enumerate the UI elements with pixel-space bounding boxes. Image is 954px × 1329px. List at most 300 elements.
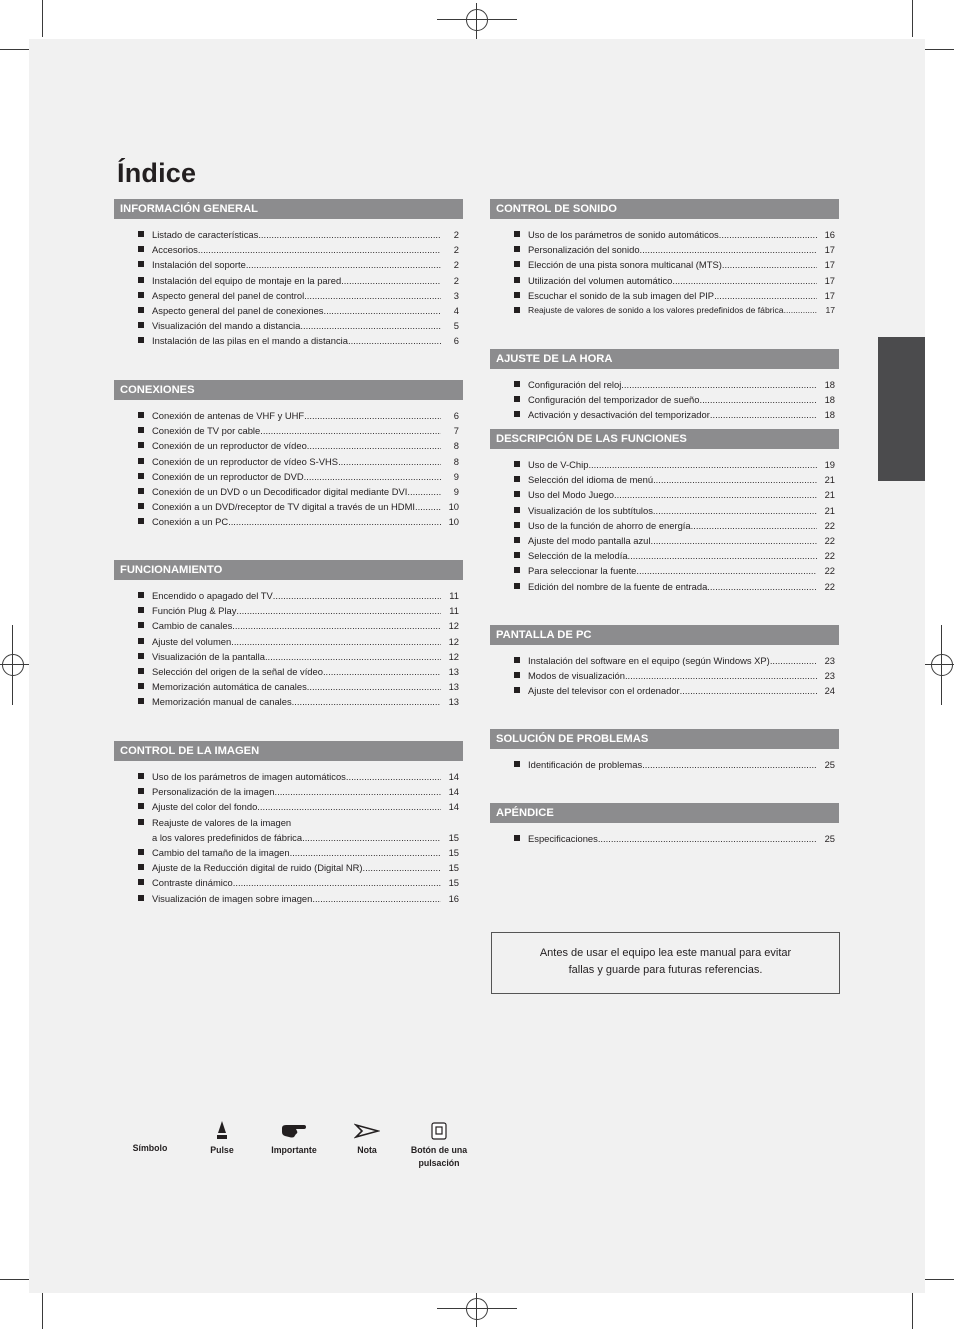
toc-entry[interactable] (490, 244, 839, 259)
toc-entry[interactable] (114, 696, 463, 711)
toc-entry-text (528, 535, 817, 546)
toc-page-number: 16 (448, 892, 459, 904)
toc-entry[interactable] (490, 275, 839, 290)
toc-list (114, 229, 463, 351)
toc-entry-text (528, 229, 817, 240)
toc-page-number: 6 (453, 410, 459, 421)
dot-leader (784, 305, 817, 316)
section-heading: CONEXIONES (114, 380, 463, 400)
square-bullet-icon (514, 552, 520, 558)
section-ajuste-hora (490, 349, 839, 425)
toc-entry[interactable] (114, 516, 463, 531)
toc-entry-text (528, 670, 817, 681)
toc-entry[interactable] (490, 229, 839, 244)
toc-entry[interactable] (490, 489, 839, 504)
square-bullet-icon (138, 231, 144, 237)
toc-page-number: 2 (453, 229, 459, 240)
square-bullet-icon (138, 488, 144, 494)
toc-entry-text (528, 275, 817, 286)
toc-page-number: 13 (448, 681, 459, 693)
square-bullet-icon (138, 895, 144, 901)
section-heading: CONTROL DE SONIDO (490, 199, 839, 219)
toc-entry[interactable] (490, 459, 839, 474)
crop-mark (0, 1279, 30, 1280)
toc-list (114, 410, 463, 532)
dot-leader (257, 801, 441, 812)
toc-entry-text (152, 801, 441, 812)
toc-entry-text (152, 259, 441, 270)
toc-entry-text (152, 620, 441, 631)
toc-entry[interactable] (114, 847, 463, 862)
toc-page-number: 17 (824, 289, 835, 301)
square-bullet-icon (138, 261, 144, 267)
dot-leader (628, 550, 817, 561)
crop-mark (925, 1279, 954, 1280)
legend-simbolo (114, 1118, 186, 1155)
toc-entry[interactable] (114, 620, 463, 635)
toc-page-number: 23 (824, 670, 835, 682)
toc-page-number: 13 (448, 665, 459, 677)
square-bullet-icon (138, 849, 144, 855)
toc-page-number: 8 (453, 440, 459, 452)
dot-leader (290, 847, 441, 858)
toc-entry[interactable] (114, 275, 463, 290)
toc-page-number: 23 (824, 655, 835, 666)
toc-page-number: 18 (824, 409, 835, 421)
dot-leader (265, 651, 441, 662)
toc-entry-label: Ajuste del volumen (152, 635, 232, 647)
toc-entry[interactable] (114, 305, 463, 320)
dot-leader (304, 471, 441, 482)
toc-entry-label: Elección de una pista sonora multicanal (MTS) (528, 259, 722, 271)
toc-entry-label: Función Plug & Play (152, 605, 237, 617)
crop-mark (912, 1293, 913, 1329)
toc-page-number: 22 (824, 550, 835, 562)
toc-entry[interactable] (490, 581, 839, 596)
dot-leader (236, 605, 441, 616)
dot-leader (642, 759, 817, 770)
dot-leader (625, 670, 817, 681)
toc-entry-text (152, 666, 441, 677)
toc-entry[interactable] (490, 685, 839, 700)
registration-mark (931, 654, 953, 676)
toc-entry[interactable] (490, 505, 839, 520)
toc-page-number: 18 (824, 394, 835, 406)
toc-entry[interactable] (114, 456, 463, 471)
crop-mark (925, 49, 954, 50)
square-bullet-icon (138, 788, 144, 794)
legend-label: Símbolo (132, 1143, 168, 1153)
dot-leader (598, 833, 817, 844)
toc-page-number: 10 (448, 516, 459, 528)
toc-entry-label: Personalización de la imagen (152, 786, 275, 798)
dot-leader (307, 440, 441, 451)
section-control-sonido (490, 199, 839, 320)
toc-entry[interactable] (490, 520, 839, 535)
toc-page-number: 12 (448, 650, 459, 662)
dot-leader (640, 244, 817, 255)
toc-page-number: 25 (824, 833, 835, 844)
legend-boton-una-pulsacion (403, 1118, 475, 1169)
toc-entry[interactable] (114, 440, 463, 455)
toc-entry-label: Visualización de la pantalla (152, 650, 265, 662)
toc-page-number: 11 (449, 590, 459, 601)
square-bullet-icon (138, 292, 144, 298)
toc-entry[interactable] (114, 320, 463, 335)
toc-entry-label: Selección del origen de la señal de vídeo (152, 665, 323, 677)
toc-entry-text (528, 550, 817, 561)
toc-entry-text (152, 786, 441, 797)
toc-entry-text (528, 459, 817, 470)
toc-entry[interactable] (114, 244, 463, 259)
dot-leader (650, 535, 817, 546)
toc-page-number: 22 (824, 580, 835, 592)
square-bullet-icon (514, 231, 520, 237)
square-bullet-icon (138, 246, 144, 252)
toc-entry[interactable] (490, 474, 839, 489)
toc-page-number: 21 (824, 474, 835, 486)
toc-entry-label: Visualización de imagen sobre imagen (152, 892, 313, 904)
toc-entry-label: Activación y desactivación del temporizador (528, 409, 710, 421)
toc-entry[interactable] (114, 290, 463, 305)
toc-page-number: 15 (448, 846, 459, 858)
toc-entry-text (528, 505, 817, 516)
dot-leader (363, 862, 441, 873)
square-bullet-icon (138, 638, 144, 644)
dot-leader (722, 259, 817, 270)
toc-entry-label: Especificaciones (528, 833, 598, 844)
toc-entry-text (528, 394, 817, 405)
toc-page-number: 12 (448, 635, 459, 647)
square-bullet-icon (514, 261, 520, 267)
dot-leader (338, 456, 441, 467)
toc-entry-label: Contraste dinámico (152, 877, 233, 889)
toc-entry-text (528, 520, 817, 531)
toc-entry-text (152, 516, 441, 527)
toc-entry[interactable] (114, 801, 463, 816)
toc-entry-label: Uso de los parámetros de sonido automáticos (528, 229, 719, 240)
toc-page-number: 17 (824, 259, 835, 271)
toc-entry[interactable] (114, 259, 463, 274)
toc-entry[interactable] (114, 893, 463, 908)
toc-entry-text (152, 229, 441, 240)
toc-entry[interactable] (114, 425, 463, 440)
registration-mark (466, 9, 488, 31)
square-bullet-icon (514, 411, 520, 417)
toc-entry-text (152, 471, 441, 482)
toc-entry-label: Para seleccionar la fuente (528, 565, 637, 577)
toc-entry[interactable] (490, 409, 839, 424)
toc-entry-text (152, 651, 441, 662)
dot-leader (346, 771, 441, 782)
toc-entry[interactable] (490, 759, 839, 774)
toc-entry[interactable] (114, 681, 463, 696)
square-bullet-icon (514, 246, 520, 252)
dot-leader (614, 489, 817, 500)
crop-mark (42, 1293, 43, 1329)
toc-entry-text (528, 290, 817, 301)
toc-entry[interactable] (490, 550, 839, 565)
toc-entry[interactable] (490, 394, 839, 409)
toc-entry[interactable] (490, 833, 839, 848)
toc-entry-text (152, 877, 441, 888)
toc-entry[interactable] (114, 605, 463, 620)
notice-box (491, 932, 840, 994)
square-bullet-icon (514, 537, 520, 543)
toc-entry-label: Memorización automática de canales (152, 681, 307, 693)
dot-leader (588, 459, 817, 470)
toc-entry-label: Personalización del sonido (528, 244, 640, 256)
square-bullet-icon (138, 607, 144, 613)
dot-leader (292, 696, 441, 707)
toc-entry-text (528, 259, 817, 270)
toc-page-number: 15 (448, 862, 459, 874)
toc-entry-label: Uso de V-Chip (528, 459, 589, 470)
toc-entry-text (152, 681, 441, 692)
toc-list (114, 771, 463, 908)
toc-entry[interactable] (490, 305, 839, 320)
toc-entry-text (528, 244, 817, 255)
square-bullet-icon (514, 307, 520, 313)
toc-entry[interactable] (114, 590, 463, 605)
toc-entry[interactable] (490, 259, 839, 274)
toc-page-number: 5 (453, 320, 459, 332)
toc-entry-text (528, 409, 817, 420)
square-bullet-icon (138, 427, 144, 433)
toc-entry-text (152, 696, 441, 707)
toc-entry-label: Uso de la función de ahorro de energía (528, 519, 691, 531)
toc-entry[interactable] (114, 335, 463, 350)
toc-page-number: 14 (448, 771, 459, 782)
toc-list (490, 655, 839, 701)
toc-entry[interactable] (114, 666, 463, 681)
dot-leader (680, 685, 817, 696)
notice-line: Antes de usar el equipo lea este manual para evitar (539, 947, 792, 959)
toc-entry-label: Listado de características (152, 229, 259, 240)
legend-label: pulsación (418, 1157, 460, 1168)
dot-leader (714, 290, 817, 301)
square-bullet-icon (514, 461, 520, 467)
toc-entry[interactable] (490, 655, 839, 670)
square-bullet-icon (138, 442, 144, 448)
toc-entry[interactable] (114, 651, 463, 666)
toc-entry[interactable] (114, 832, 463, 847)
page-title: Índice (117, 158, 197, 188)
dot-leader (341, 275, 441, 286)
side-tab (878, 337, 925, 481)
section-heading: PANTALLA DE PC (490, 625, 839, 645)
toc-page-number: 21 (824, 489, 835, 501)
square-bullet-icon (138, 864, 144, 870)
dot-leader (699, 394, 817, 405)
toc-entry[interactable] (114, 636, 463, 651)
square-bullet-icon (138, 322, 144, 328)
dot-leader (691, 520, 817, 531)
section-heading: CONTROL DE LA IMAGEN (114, 741, 463, 761)
toc-entry-text (152, 320, 441, 331)
toc-page-number: 21 (824, 504, 835, 516)
toc-page-number: 4 (453, 304, 459, 316)
toc-entry-label: Conexión de un DVD o un Decodificador digital mediante DVI (152, 485, 408, 497)
toc-entry[interactable] (114, 229, 463, 244)
toc-entry-label: Conexión de antenas de VHF y UHF (152, 410, 305, 421)
section-informacion-general (114, 199, 463, 351)
toc-page-number: 13 (448, 696, 459, 708)
toc-entry-label: Instalación de las pilas en el mando a distancia (152, 335, 348, 347)
square-bullet-icon (138, 668, 144, 674)
toc-entry[interactable] (490, 290, 839, 305)
toc-entry-text (528, 655, 817, 666)
toc-entry-text (152, 605, 441, 616)
toc-entry-text (528, 305, 817, 316)
toc-entry-text (152, 817, 441, 828)
toc-entry-label: Memorización manual de canales (152, 696, 292, 708)
crop-mark (0, 49, 30, 50)
dot-leader (636, 565, 817, 576)
section-conexiones (114, 380, 463, 532)
square-bullet-icon (138, 518, 144, 524)
section-control-imagen (114, 741, 463, 908)
toc-list (490, 759, 839, 774)
square-bullet-icon (138, 622, 144, 628)
note-arrow-icon (331, 1118, 403, 1144)
dot-leader (621, 379, 817, 390)
symbol-legend (114, 1118, 494, 1178)
toc-entry-text (528, 379, 817, 390)
toc-entry-label: Escuchar el sonido de la sub imagen del PIP (528, 289, 715, 301)
toc-entry[interactable] (490, 535, 839, 550)
toc-entry-label: Conexión de TV por cable (152, 425, 261, 437)
toc-entry[interactable] (114, 877, 463, 892)
toc-entry-text (528, 474, 817, 485)
toc-list (114, 590, 463, 712)
toc-entry-text (152, 410, 441, 421)
toc-entry-text (152, 832, 441, 843)
section-descripcion-funciones (490, 429, 839, 596)
toc-entry-text (528, 581, 817, 592)
square-bullet-icon (514, 292, 520, 298)
toc-entry[interactable] (114, 410, 463, 425)
square-bullet-icon (514, 491, 520, 497)
toc-entry[interactable] (490, 379, 839, 394)
square-bullet-icon (514, 687, 520, 693)
square-bullet-icon (138, 307, 144, 313)
toc-entry-label: Ajuste del modo pantalla azul (528, 534, 651, 546)
toc-entry-label: Visualización de los subtítulos (528, 504, 653, 516)
dot-leader (246, 259, 441, 270)
crop-mark (42, 0, 43, 37)
toc-entry[interactable] (114, 817, 463, 832)
toc-entry-label: Conexión de un reproductor de vídeo (152, 440, 307, 452)
toc-entry-text (528, 833, 817, 844)
toc-entry-text (528, 565, 817, 576)
toc-entry-text (152, 590, 441, 601)
toc-page-number: 17 (825, 304, 835, 315)
toc-entry[interactable] (490, 670, 839, 685)
toc-page-number: 9 (453, 470, 459, 482)
toc-list (490, 459, 839, 596)
toc-entry-text (152, 847, 441, 858)
square-bullet-icon (138, 473, 144, 479)
toc-entry-text (528, 489, 817, 500)
toc-entry-label: Selección de la melodía (528, 550, 628, 562)
square-bullet-icon (514, 507, 520, 513)
toc-entry-label: Ajuste del televisor con el ordenador (528, 685, 680, 697)
toc-list (490, 379, 839, 425)
toc-page-number: 2 (453, 274, 459, 286)
toc-page-number: 16 (824, 229, 835, 240)
dot-leader (304, 290, 441, 301)
toc-entry-label: Aspecto general del panel de control (152, 289, 305, 301)
toc-page-number: 14 (448, 786, 459, 798)
dot-leader (710, 409, 817, 420)
section-heading: AJUSTE DE LA HORA (490, 349, 839, 369)
dot-leader (273, 590, 441, 601)
toc-page-number: 18 (824, 379, 835, 390)
dot-leader (260, 425, 441, 436)
toc-entry-label: Reajuste de valores de la imagen (152, 816, 292, 828)
toc-page-number: 25 (824, 759, 835, 770)
toc-page-number: 17 (824, 244, 835, 256)
toc-entry-label: Uso del Modo Juego (528, 489, 614, 501)
toc-page-number: 22 (824, 534, 835, 546)
toc-entry-label: Aspecto general del panel de conexiones (152, 304, 324, 316)
dot-leader (707, 581, 817, 592)
toc-page-number: 22 (824, 519, 835, 531)
toc-entry-label: Conexión de un reproductor de DVD (152, 470, 304, 482)
toc-entry[interactable] (114, 501, 463, 516)
toc-page-number: 6 (453, 335, 459, 347)
toc-page-number: 19 (824, 459, 835, 470)
toc-entry[interactable] (114, 771, 463, 786)
toc-entry[interactable] (114, 471, 463, 486)
dot-leader (233, 877, 441, 888)
toc-entry[interactable] (114, 786, 463, 801)
toc-entry-label: Utilización del volumen automático (528, 274, 673, 286)
dot-leader (719, 229, 817, 240)
toc-entry-label: Conexión a un DVD/receptor de TV digital a través de un HDMI (152, 501, 415, 513)
square-bullet-icon (514, 583, 520, 589)
toc-page-number: 3 (453, 289, 459, 301)
toc-page-number: 2 (453, 244, 459, 256)
toc-entry-text (152, 290, 441, 301)
toc-entry-label: Uso de los parámetros de imagen automáticos (152, 771, 346, 782)
square-bullet-icon (514, 476, 520, 482)
toc-entry[interactable] (114, 486, 463, 501)
dot-leader (231, 636, 441, 647)
press-icon (186, 1118, 258, 1144)
toc-entry-text (152, 305, 441, 316)
square-bullet-icon (514, 522, 520, 528)
legend-nota (331, 1118, 403, 1157)
toc-entry-text (152, 456, 441, 467)
dot-leader (415, 501, 441, 512)
toc-entry[interactable] (490, 565, 839, 580)
toc-entry-text (152, 486, 441, 497)
section-pantalla-pc (490, 625, 839, 701)
toc-entry-text (152, 440, 441, 451)
square-bullet-icon (138, 412, 144, 418)
toc-entry[interactable] (114, 862, 463, 877)
dot-leader (228, 516, 441, 527)
toc-page-number: 9 (453, 485, 459, 497)
dot-leader (274, 786, 441, 797)
dot-leader (258, 229, 441, 240)
dot-leader (672, 275, 817, 286)
toc-entry-label: Reajuste de valores de sonido a los valores predefinidos de fábrica (528, 304, 784, 315)
legend-pulse (186, 1118, 258, 1157)
square-bullet-icon (138, 803, 144, 809)
